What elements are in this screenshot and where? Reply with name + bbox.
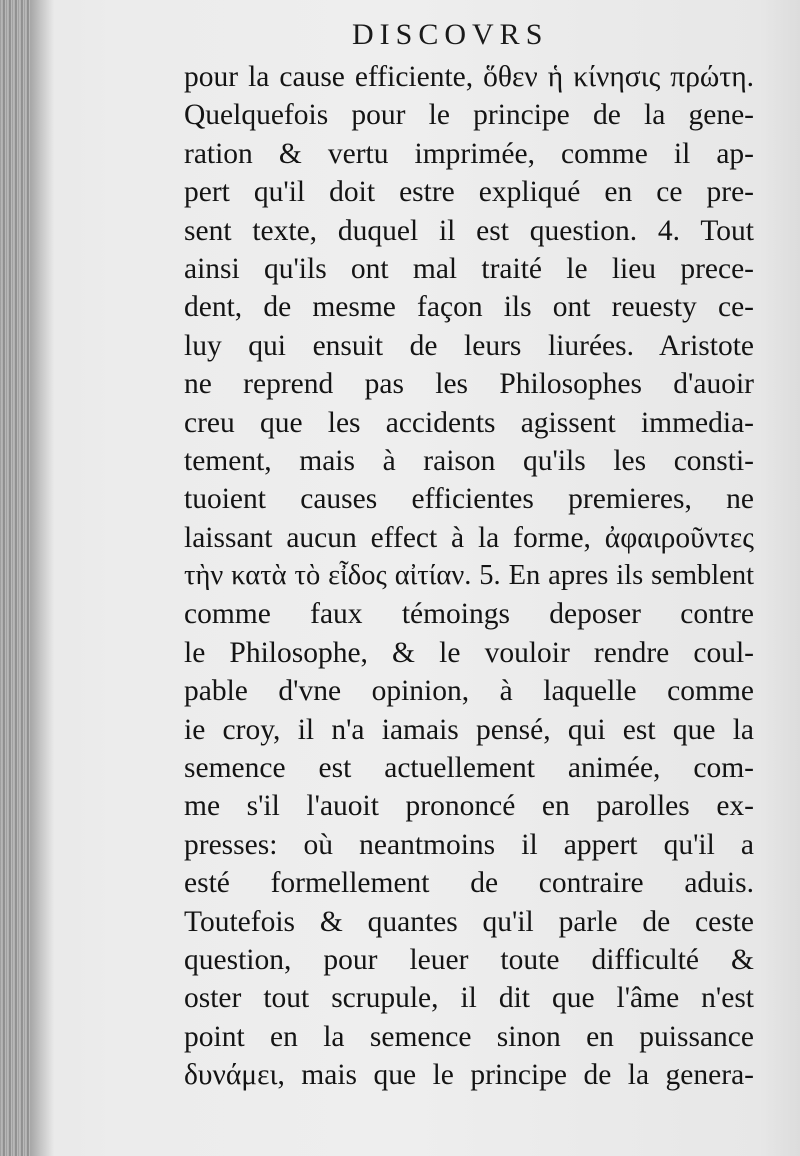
text-line: creu que les accidents agissent immedia- <box>184 406 754 439</box>
gutter-shadow <box>30 0 54 1156</box>
book-binding-edge <box>0 0 30 1156</box>
text-line: luy qui ensuit de leurs liurées. Aristote <box>184 329 754 362</box>
text-line: point en la semence sinon en puissance <box>184 1020 754 1053</box>
running-head: DISCOVRS <box>352 18 549 51</box>
text-line: ne reprend pas les Philosophes d'auoir <box>184 368 754 401</box>
text-line: me s'il l'auoit prononcé en parolles ex- <box>184 790 754 823</box>
text-line: pert qu'il doit estre expliqué en ce pre- <box>184 176 754 209</box>
text-line: laissant aucun effect à la forme, ἀφαιροῦντες <box>184 521 754 554</box>
text-line: oster tout scrupule, il dit que l'âme n'est <box>184 982 754 1015</box>
text-line: esté formellement de contraire aduis. <box>184 867 754 900</box>
text-line: Toutefois & quantes qu'il parle de ceste <box>184 905 754 938</box>
text-line: ration & vertu imprimée, comme il ap- <box>184 137 754 170</box>
text-line: tuoient causes efficientes premieres, ne <box>184 483 754 516</box>
text-line: ie croy, il n'a iamais pensé, qui est que la <box>184 713 754 746</box>
text-line: pour la cause efficiente, ὅθεν ἡ κίνησις πρώτη. <box>184 61 754 93</box>
text-line: le Philosophe, & le vouloir rendre coul- <box>184 636 754 669</box>
text-line: ainsi qu'ils ont mal traité le lieu prece- <box>184 252 754 285</box>
text-line: presses: où neantmoins il appert qu'il a <box>184 828 754 861</box>
text-line: τὴν κατὰ τὸ εἶδος αἰτίαν. 5. En apres ils semblent <box>184 560 754 592</box>
body-text <box>184 58 754 1095</box>
text-line: semence est actuellement animée, com- <box>184 752 754 785</box>
text-line: dent, de mesme façon ils ont reuesty ce- <box>184 291 754 324</box>
text-line: comme faux témoings deposer contre <box>184 598 754 631</box>
text-line: pable d'vne opinion, à laquelle comme <box>184 675 754 708</box>
text-line: Quelquefois pour le principe de la gene- <box>184 99 754 132</box>
text-line: question, pour leuer toute difficulté & <box>184 943 754 976</box>
text-line: δυνάμει, mais que le principe de la genera- <box>184 1059 754 1092</box>
text-line: tement, mais à raison qu'ils les consti- <box>184 444 754 477</box>
text-line: sent texte, duquel il est question. 4. Tout <box>184 214 754 247</box>
